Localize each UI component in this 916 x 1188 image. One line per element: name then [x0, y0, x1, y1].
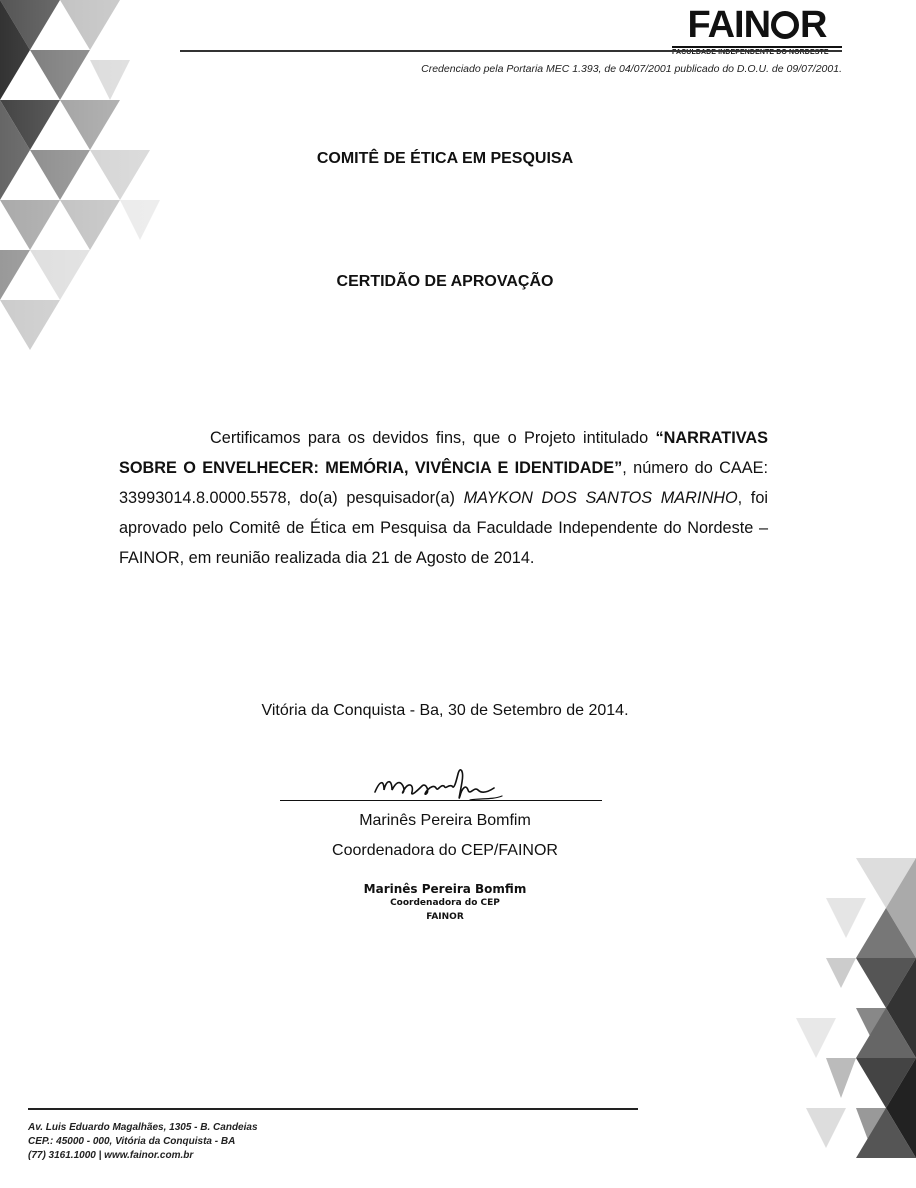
footer-street: Av. Luis Eduardo Magalhães, 1305 - B. Candeias — [28, 1122, 258, 1133]
header-divider — [180, 50, 842, 52]
logo-wordmark: FAIN R — [687, 4, 827, 46]
certificate-title: CERTIDÃO DE APROVAÇÃO — [336, 273, 554, 290]
footer-city: CEP.: 45000 - 000, Vitória da Conquista - BA — [28, 1136, 236, 1147]
date-line: Vitória da Conquista - Ba, 30 de Setembro de 2014. — [261, 702, 629, 719]
caae-prefix: , número do CAAE: — [622, 459, 768, 477]
researcher-name: MAYKON DOS SANTOS MARINHO — [463, 489, 738, 507]
certificate-body — [119, 423, 768, 573]
stamp-name: Marinês Pereira Bomfim — [363, 882, 527, 896]
signatory-role: Coordenadora do CEP/FAINOR — [332, 842, 558, 859]
stamp-org: FAINOR — [426, 912, 464, 922]
triangle-pattern-left — [0, 0, 170, 380]
logo-globe-icon — [771, 11, 799, 39]
footer-address — [28, 1121, 258, 1163]
committee-title: COMITÊ DE ÉTICA EM PESQUISA — [316, 150, 574, 167]
caae-number: 33993014.8.0000.5578 — [119, 489, 287, 507]
project-title: “NARRATIVAS SOBRE O ENVELHECER: MEMÓRIA, VIVÊNCIA E IDENTIDADE” — [119, 429, 768, 477]
logo-subtitle: FACULDADE INDEPENDENTE DO NORDESTE — [672, 46, 842, 56]
official-stamp — [0, 882, 890, 924]
footer-contact: (77) 3161.1000 | www.fainor.com.br — [28, 1150, 194, 1161]
signatory-name: Marinês Pereira Bomfim — [359, 812, 531, 829]
stamp-role: Coordenadora do CEP — [390, 898, 500, 908]
approval-text: , foi aprovado pelo Comitê de Ética em Pesquisa da Faculdade Independente do Nordeste – FAINOR, em reunião realizada dia 21 de Agosto de 2014. — [119, 489, 768, 567]
researcher-prefix: , do(a) pesquisador(a) — [286, 489, 464, 507]
credential-line: Credenciado pela Portaria MEC 1.393, de 04/07/2001 publicado do D.O.U. de 09/07/2001. — [421, 63, 842, 75]
handwritten-signature — [370, 762, 520, 812]
footer-divider — [28, 1108, 638, 1110]
body-intro: Certificamos para os devidos fins, que o Projeto intitulado — [210, 429, 649, 447]
fainor-logo — [672, 6, 842, 56]
signature-line — [280, 800, 602, 801]
